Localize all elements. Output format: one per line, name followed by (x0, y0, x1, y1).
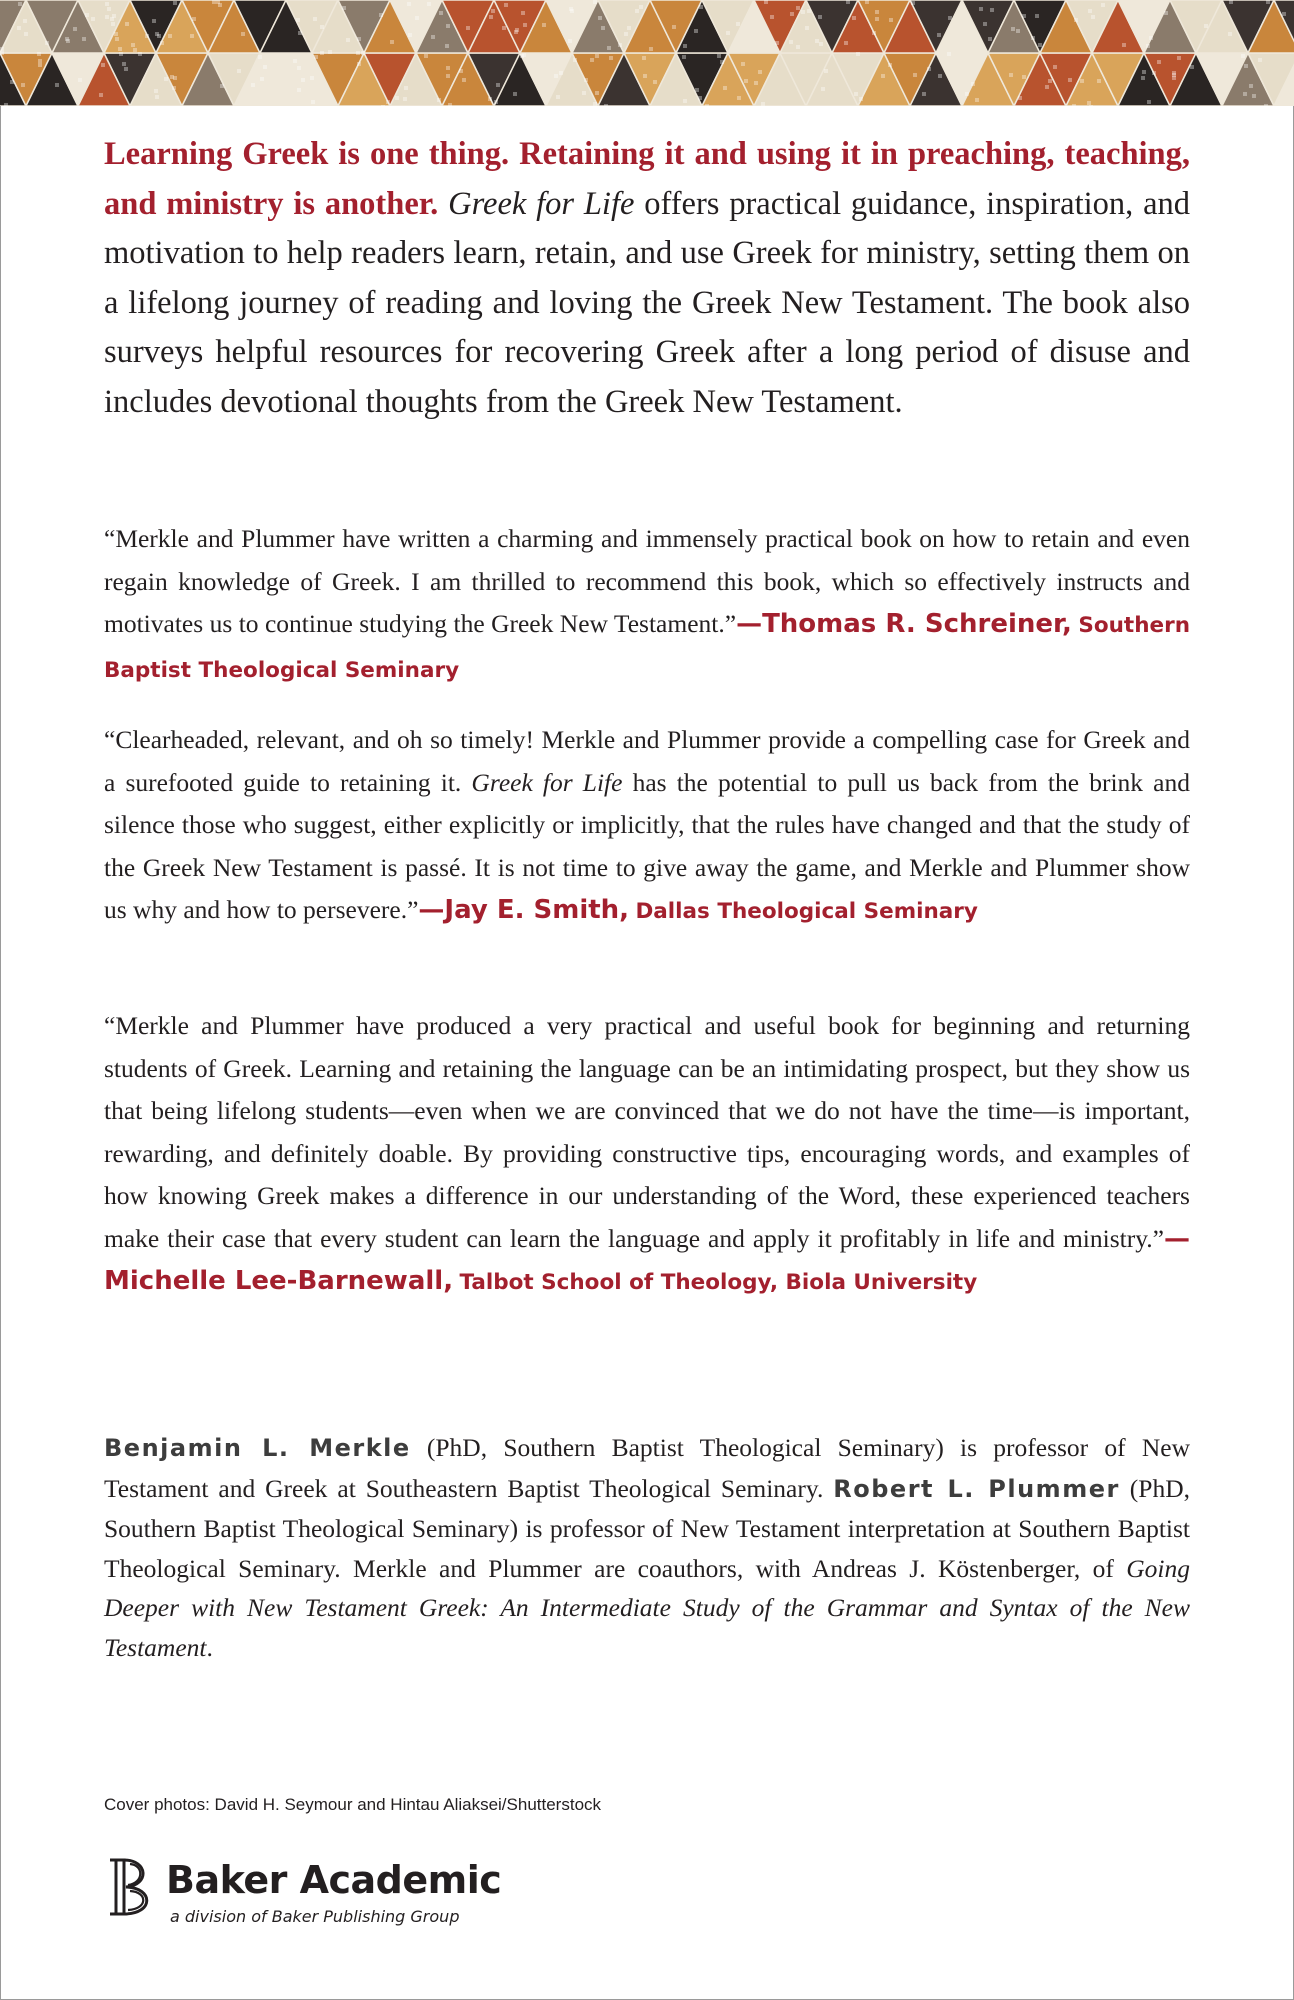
endorser-affiliation: Dallas Theological Seminary (635, 899, 978, 924)
endorsement-text-continued: has the potential to pull us back from the brink and silence those who suggest, either explicitly or implicitly, that the rules have changed and that the study of the Greek New Testament is passé. It is not time to give away the game, and Merkle and Plummer show us why and how to persevere.” (104, 767, 1190, 924)
author-bio-end: . (206, 1632, 213, 1662)
description-lead: Learning Greek is one thing. Retaining it and using it in preaching, teaching, and ministry is another. (104, 136, 1190, 222)
endorser-name: —Michelle Lee-Barnewall, (104, 1223, 1190, 1296)
endorsement-book-title: Greek for Life (471, 767, 623, 797)
endorsement-schreiner (104, 518, 1190, 692)
author-name-merkle: Benjamin L. Merkle (104, 1434, 411, 1462)
photo-credit: Cover photos: David H. Seymour and Hintau Aliaksei/Shutterstock (104, 1795, 602, 1814)
author-bios (104, 1428, 1190, 1667)
endorsement-text: “Merkle and Plummer have written a charming and immensely practical book on how to retain and even regain knowledge of Greek. I am thrilled to recommend this book, which so effectively instructs and motivates us to continue studying the Greek New Testament.” (104, 524, 1190, 638)
description-title: Greek for Life (448, 185, 635, 222)
endorser-affiliation: Southern Baptist Theological Seminary (104, 613, 1191, 683)
author-name-plummer: Robert L. Plummer (833, 1474, 1120, 1503)
publisher-tagline: a division of Baker Publishing Group (170, 1907, 460, 1926)
description-text: offers practical guidance, inspiration, and motivation to help readers learn, retain, and use Greek for ministry, setting them on a lifelong journey of reading and loving the Greek New Testament. The book also surveys helpful resources for recovering Greek after a long period of disuse and includes devotional thoughts from the Greek New Testament. (104, 185, 1191, 420)
endorser-name: —Jay E. Smith, (418, 895, 630, 925)
endorsement-text: “Clearheaded, relevant, and oh so timely! Merkle and Plummer provide a compelling case for Greek and a surefooted guide to retaining it. (104, 725, 1190, 797)
endorsement-lee-barnewall (104, 1005, 1190, 1305)
coauthored-book-title: Going Deeper with New Testament Greek: An Intermediate Study of the Grammar and Syntax of the New Testament (104, 1553, 1190, 1662)
baker-b-logo-icon (104, 1852, 166, 1922)
endorsement-text: “Merkle and Plummer have produced a very practical and useful book for beginning and returning students of Greek. Learning and retaining the language can be an intimidating prospect, but they show us that being lifelong students—even when we are convinced that we do not have the time—is important, rewarding, and definitely doable. By providing constructive tips, encouraging words, and examples of how knowing Greek makes a difference in our understanding of the Word, these experienced teachers make their case that every student can learn the language and apply it profitably in life and ministry.” (104, 1011, 1190, 1253)
publisher-name: Baker Academic (166, 1858, 502, 1902)
endorsement-smith (104, 719, 1190, 934)
author-bio-plummer: (PhD, Southern Baptist Theological Seminary) is professor of New Testament interpretation at Southern Baptist Theological Seminary. Merkle and Plummer are coauthors, with Andreas J. Köstenberger, of (104, 1473, 1190, 1583)
endorser-affiliation: Talbot School of Theology, Biola University (459, 1270, 978, 1295)
endorser-name: —Thomas R. Schreiner, (736, 609, 1072, 639)
book-description (104, 130, 1190, 427)
mosaic-banner-image (0, 0, 1294, 106)
author-bio-merkle: (PhD, Southern Baptist Theological Seminary) is professor of New Testament and Greek at Southeastern Baptist Theological Seminary. (104, 1433, 1190, 1503)
publisher-logo (104, 1852, 524, 1932)
